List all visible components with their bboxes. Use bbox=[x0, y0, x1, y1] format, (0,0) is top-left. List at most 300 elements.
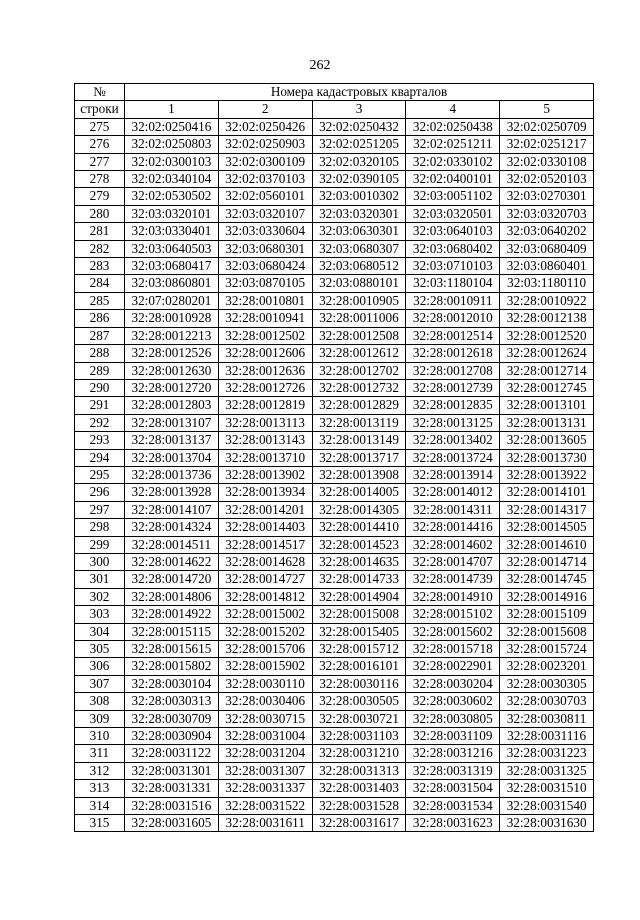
table-row bbox=[75, 815, 594, 832]
cadastral-number-cell: 32:03:0880101 bbox=[312, 275, 406, 292]
cadastral-number-cell: 32:28:0031611 bbox=[218, 815, 312, 832]
row-number: 310 bbox=[75, 728, 125, 745]
cadastral-number-cell: 32:03:0860401 bbox=[500, 258, 594, 275]
table-row bbox=[75, 414, 594, 431]
row-number: 275 bbox=[75, 118, 125, 135]
table-row bbox=[75, 136, 594, 153]
table-row bbox=[75, 536, 594, 553]
table-row bbox=[75, 223, 594, 240]
cadastral-number-cell: 32:28:0031210 bbox=[312, 745, 406, 762]
table-row bbox=[75, 484, 594, 501]
table-row bbox=[75, 728, 594, 745]
cadastral-number-cell: 32:28:0012520 bbox=[500, 327, 594, 344]
cadastral-number-cell: 32:28:0013107 bbox=[125, 414, 219, 431]
cadastral-number-cell: 32:28:0031630 bbox=[500, 815, 594, 832]
cadastral-number-cell: 32:28:0014602 bbox=[406, 536, 500, 553]
cadastral-number-cell: 32:02:0251205 bbox=[312, 136, 406, 153]
cadastral-number-cell: 32:28:0015109 bbox=[500, 606, 594, 623]
table-row bbox=[75, 762, 594, 779]
cadastral-number-cell: 32:03:0680512 bbox=[312, 258, 406, 275]
table-row bbox=[75, 240, 594, 257]
cadastral-number-cell: 32:28:0012612 bbox=[312, 345, 406, 362]
cadastral-number-cell: 32:28:0010941 bbox=[218, 310, 312, 327]
cadastral-number-cell: 32:28:0014305 bbox=[312, 501, 406, 518]
cadastral-number-cell: 32:02:0330102 bbox=[406, 153, 500, 170]
table-row bbox=[75, 553, 594, 570]
row-number: 301 bbox=[75, 571, 125, 588]
cadastral-number-cell: 32:28:0030703 bbox=[500, 693, 594, 710]
row-number: 294 bbox=[75, 449, 125, 466]
cadastral-number-cell: 32:03:0010302 bbox=[312, 188, 406, 205]
cadastral-number-cell: 32:28:0015615 bbox=[125, 641, 219, 658]
cadastral-number-cell: 32:28:0013730 bbox=[500, 449, 594, 466]
cadastral-number-cell: 32:28:0012514 bbox=[406, 327, 500, 344]
row-number: 292 bbox=[75, 414, 125, 431]
cadastral-number-cell: 32:02:0400101 bbox=[406, 171, 500, 188]
cadastral-number-cell: 32:28:0014904 bbox=[312, 588, 406, 605]
column-header-2: 2 bbox=[218, 101, 312, 118]
cadastral-number-cell: 32:28:0014727 bbox=[218, 571, 312, 588]
column-header-3: 3 bbox=[312, 101, 406, 118]
cadastral-number-cell: 32:28:0031109 bbox=[406, 728, 500, 745]
cadastral-number-cell: 32:28:0012714 bbox=[500, 362, 594, 379]
cadastral-number-cell: 32:28:0031204 bbox=[218, 745, 312, 762]
cadastral-number-cell: 32:28:0014628 bbox=[218, 553, 312, 570]
cadastral-number-cell: 32:28:0014505 bbox=[500, 519, 594, 536]
cadastral-number-cell: 32:28:0013402 bbox=[406, 432, 500, 449]
cadastral-number-cell: 32:28:0014707 bbox=[406, 553, 500, 570]
table-row bbox=[75, 362, 594, 379]
row-number: 286 bbox=[75, 310, 125, 327]
cadastral-number-cell: 32:03:0870105 bbox=[218, 275, 312, 292]
cadastral-number-cell: 32:28:0013724 bbox=[406, 449, 500, 466]
cadastral-number-cell: 32:28:0014745 bbox=[500, 571, 594, 588]
cadastral-number-cell: 32:03:0640202 bbox=[500, 223, 594, 240]
table-body bbox=[75, 118, 594, 832]
table-row bbox=[75, 797, 594, 814]
cadastral-number-cell: 32:02:0370103 bbox=[218, 171, 312, 188]
cadastral-number-cell: 32:28:0014720 bbox=[125, 571, 219, 588]
cadastral-number-cell: 32:28:0013101 bbox=[500, 397, 594, 414]
cadastral-number-cell: 32:28:0030305 bbox=[500, 675, 594, 692]
cadastral-number-cell: 32:28:0031004 bbox=[218, 728, 312, 745]
cadastral-number-cell: 32:28:0013934 bbox=[218, 484, 312, 501]
cadastral-number-cell: 32:03:0320101 bbox=[125, 205, 219, 222]
cadastral-number-cell: 32:28:0031516 bbox=[125, 797, 219, 814]
column-header-1: 1 bbox=[125, 101, 219, 118]
cadastral-number-cell: 32:02:0300103 bbox=[125, 153, 219, 170]
cadastral-number-cell: 32:28:0010928 bbox=[125, 310, 219, 327]
cadastral-number-cell: 32:28:0030721 bbox=[312, 710, 406, 727]
cadastral-number-cell: 32:28:0015202 bbox=[218, 623, 312, 640]
cadastral-number-cell: 32:28:0031116 bbox=[500, 728, 594, 745]
cadastral-number-cell: 32:28:0014101 bbox=[500, 484, 594, 501]
cadastral-number-cell: 32:28:0013605 bbox=[500, 432, 594, 449]
cadastral-number-cell: 32:28:0015724 bbox=[500, 641, 594, 658]
cadastral-number-cell: 32:28:0031319 bbox=[406, 762, 500, 779]
table-row bbox=[75, 292, 594, 309]
cadastral-number-cell: 32:28:0014511 bbox=[125, 536, 219, 553]
row-number: 289 bbox=[75, 362, 125, 379]
cadastral-number-cell: 32:28:0030602 bbox=[406, 693, 500, 710]
cadastral-number-cell: 32:28:0031534 bbox=[406, 797, 500, 814]
cadastral-number-cell: 32:28:0014739 bbox=[406, 571, 500, 588]
row-number: 307 bbox=[75, 675, 125, 692]
cadastral-number-cell: 32:02:0530502 bbox=[125, 188, 219, 205]
cadastral-number-cell: 32:02:0250903 bbox=[218, 136, 312, 153]
cadastral-number-cell: 32:28:0031617 bbox=[312, 815, 406, 832]
cadastral-number-cell: 32:28:0015706 bbox=[218, 641, 312, 658]
row-number: 281 bbox=[75, 223, 125, 240]
cadastral-number-cell: 32:28:0015002 bbox=[218, 606, 312, 623]
row-number: 306 bbox=[75, 658, 125, 675]
cadastral-number-cell: 32:28:0015902 bbox=[218, 658, 312, 675]
cadastral-number-cell: 32:28:0016101 bbox=[312, 658, 406, 675]
cadastral-number-cell: 32:28:0014922 bbox=[125, 606, 219, 623]
cadastral-number-cell: 32:28:0012526 bbox=[125, 345, 219, 362]
cadastral-number-cell: 32:28:0014005 bbox=[312, 484, 406, 501]
table-row bbox=[75, 658, 594, 675]
cadastral-number-cell: 32:28:0031337 bbox=[218, 780, 312, 797]
cadastral-number-cell: 32:03:0710103 bbox=[406, 258, 500, 275]
cadastral-number-cell: 32:28:0023201 bbox=[500, 658, 594, 675]
cadastral-number-cell: 32:02:0251211 bbox=[406, 136, 500, 153]
cadastral-number-cell: 32:28:0014812 bbox=[218, 588, 312, 605]
table-row bbox=[75, 780, 594, 797]
cadastral-number-cell: 32:03:0270301 bbox=[500, 188, 594, 205]
cadastral-number-cell: 32:03:0320107 bbox=[218, 205, 312, 222]
cadastral-number-cell: 32:28:0013149 bbox=[312, 432, 406, 449]
cadastral-number-cell: 32:28:0014916 bbox=[500, 588, 594, 605]
table-row bbox=[75, 397, 594, 414]
column-header-4: 4 bbox=[406, 101, 500, 118]
row-number: 287 bbox=[75, 327, 125, 344]
header-row-bottom bbox=[75, 101, 594, 118]
row-number: 282 bbox=[75, 240, 125, 257]
cadastral-number-cell: 32:28:0015712 bbox=[312, 641, 406, 658]
cadastral-number-cell: 32:03:0680424 bbox=[218, 258, 312, 275]
table-row bbox=[75, 310, 594, 327]
cadastral-number-cell: 32:28:0012720 bbox=[125, 379, 219, 396]
cadastral-number-cell: 32:03:1180104 bbox=[406, 275, 500, 292]
group-header: Номера кадастровых кварталов bbox=[125, 84, 594, 101]
cadastral-number-cell: 32:28:0012819 bbox=[218, 397, 312, 414]
cadastral-number-cell: 32:28:0013908 bbox=[312, 466, 406, 483]
row-number: 311 bbox=[75, 745, 125, 762]
cadastral-number-cell: 32:28:0014311 bbox=[406, 501, 500, 518]
cadastral-number-cell: 32:03:0051102 bbox=[406, 188, 500, 205]
cadastral-number-cell: 32:28:0022901 bbox=[406, 658, 500, 675]
cadastral-number-cell: 32:28:0014324 bbox=[125, 519, 219, 536]
cadastral-number-cell: 32:28:0030811 bbox=[500, 710, 594, 727]
table-row bbox=[75, 623, 594, 640]
table-row bbox=[75, 258, 594, 275]
cadastral-number-cell: 32:02:0250803 bbox=[125, 136, 219, 153]
cadastral-number-cell: 32:03:0320301 bbox=[312, 205, 406, 222]
cadastral-number-cell: 32:28:0013717 bbox=[312, 449, 406, 466]
cadastral-number-cell: 32:28:0013143 bbox=[218, 432, 312, 449]
cadastral-number-cell: 32:02:0251217 bbox=[500, 136, 594, 153]
cadastral-number-cell: 32:28:0012732 bbox=[312, 379, 406, 396]
cadastral-number-cell: 32:28:0014610 bbox=[500, 536, 594, 553]
row-number-header-top: № bbox=[75, 84, 125, 101]
row-number: 288 bbox=[75, 345, 125, 362]
cadastral-number-cell: 32:28:0014317 bbox=[500, 501, 594, 518]
cadastral-number-cell: 32:28:0012618 bbox=[406, 345, 500, 362]
table-row bbox=[75, 205, 594, 222]
row-number: 284 bbox=[75, 275, 125, 292]
row-number: 308 bbox=[75, 693, 125, 710]
cadastral-number-cell: 32:28:0012803 bbox=[125, 397, 219, 414]
cadastral-number-cell: 32:28:0031103 bbox=[312, 728, 406, 745]
cadastral-number-cell: 32:28:0030709 bbox=[125, 710, 219, 727]
row-number: 280 bbox=[75, 205, 125, 222]
cadastral-number-cell: 32:28:0014910 bbox=[406, 588, 500, 605]
row-number: 300 bbox=[75, 553, 125, 570]
cadastral-number-cell: 32:28:0031623 bbox=[406, 815, 500, 832]
row-number: 299 bbox=[75, 536, 125, 553]
table-row bbox=[75, 588, 594, 605]
cadastral-number-cell: 32:28:0013922 bbox=[500, 466, 594, 483]
row-number: 291 bbox=[75, 397, 125, 414]
cadastral-number-cell: 32:28:0030204 bbox=[406, 675, 500, 692]
cadastral-number-cell: 32:28:0010905 bbox=[312, 292, 406, 309]
table-row bbox=[75, 188, 594, 205]
cadastral-number-cell: 32:03:0640103 bbox=[406, 223, 500, 240]
cadastral-number-cell: 32:28:0013113 bbox=[218, 414, 312, 431]
cadastral-number-cell: 32:28:0012138 bbox=[500, 310, 594, 327]
table-row bbox=[75, 449, 594, 466]
cadastral-number-cell: 32:28:0015115 bbox=[125, 623, 219, 640]
cadastral-number-cell: 32:28:0012213 bbox=[125, 327, 219, 344]
cadastral-number-cell: 32:03:0680402 bbox=[406, 240, 500, 257]
row-number: 314 bbox=[75, 797, 125, 814]
cadastral-number-cell: 32:28:0031313 bbox=[312, 762, 406, 779]
cadastral-number-cell: 32:28:0030313 bbox=[125, 693, 219, 710]
cadastral-number-cell: 32:28:0014403 bbox=[218, 519, 312, 536]
cadastral-number-cell: 32:28:0031510 bbox=[500, 780, 594, 797]
cadastral-number-cell: 32:02:0250416 bbox=[125, 118, 219, 135]
table-row bbox=[75, 275, 594, 292]
cadastral-number-cell: 32:28:0030104 bbox=[125, 675, 219, 692]
cadastral-number-cell: 32:28:0010922 bbox=[500, 292, 594, 309]
cadastral-number-cell: 32:28:0015405 bbox=[312, 623, 406, 640]
cadastral-number-cell: 32:28:0030406 bbox=[218, 693, 312, 710]
cadastral-number-cell: 32:02:0520103 bbox=[500, 171, 594, 188]
column-header-5: 5 bbox=[500, 101, 594, 118]
cadastral-number-cell: 32:28:0030904 bbox=[125, 728, 219, 745]
cadastral-number-cell: 32:02:0250709 bbox=[500, 118, 594, 135]
row-number: 276 bbox=[75, 136, 125, 153]
cadastral-number-cell: 32:28:0030110 bbox=[218, 675, 312, 692]
row-number: 305 bbox=[75, 641, 125, 658]
cadastral-number-cell: 32:03:1180110 bbox=[500, 275, 594, 292]
cadastral-number-cell: 32:28:0013131 bbox=[500, 414, 594, 431]
cadastral-number-cell: 32:28:0014622 bbox=[125, 553, 219, 570]
cadastral-number-cell: 32:28:0014012 bbox=[406, 484, 500, 501]
cadastral-number-cell: 32:28:0012606 bbox=[218, 345, 312, 362]
cadastral-number-cell: 32:28:0010801 bbox=[218, 292, 312, 309]
cadastral-number-cell: 32:28:0012835 bbox=[406, 397, 500, 414]
cadastral-number-cell: 32:28:0012624 bbox=[500, 345, 594, 362]
row-number: 309 bbox=[75, 710, 125, 727]
cadastral-number-cell: 32:03:0640503 bbox=[125, 240, 219, 257]
table-row bbox=[75, 345, 594, 362]
cadastral-number-cell: 32:02:0250426 bbox=[218, 118, 312, 135]
cadastral-number-cell: 32:02:0320105 bbox=[312, 153, 406, 170]
cadastral-number-cell: 32:28:0014635 bbox=[312, 553, 406, 570]
cadastral-number-cell: 32:28:0031216 bbox=[406, 745, 500, 762]
table-row bbox=[75, 606, 594, 623]
row-number: 304 bbox=[75, 623, 125, 640]
cadastral-number-cell: 32:28:0014714 bbox=[500, 553, 594, 570]
cadastral-number-cell: 32:28:0014416 bbox=[406, 519, 500, 536]
cadastral-number-cell: 32:28:0014523 bbox=[312, 536, 406, 553]
cadastral-number-cell: 32:28:0012636 bbox=[218, 362, 312, 379]
cadastral-number-cell: 32:28:0014410 bbox=[312, 519, 406, 536]
cadastral-number-cell: 32:28:0012829 bbox=[312, 397, 406, 414]
cadastral-number-cell: 32:02:0250432 bbox=[312, 118, 406, 135]
cadastral-number-cell: 32:28:0014733 bbox=[312, 571, 406, 588]
cadastral-number-cell: 32:28:0015718 bbox=[406, 641, 500, 658]
cadastral-number-cell: 32:28:0031325 bbox=[500, 762, 594, 779]
cadastral-number-cell: 32:28:0014806 bbox=[125, 588, 219, 605]
cadastral-quarters-table bbox=[74, 83, 594, 832]
cadastral-number-cell: 32:28:0012708 bbox=[406, 362, 500, 379]
cadastral-number-cell: 32:28:0013736 bbox=[125, 466, 219, 483]
cadastral-number-cell: 32:28:0030805 bbox=[406, 710, 500, 727]
cadastral-number-cell: 32:03:0680417 bbox=[125, 258, 219, 275]
row-number: 278 bbox=[75, 171, 125, 188]
table-row bbox=[75, 675, 594, 692]
cadastral-number-cell: 32:02:0390105 bbox=[312, 171, 406, 188]
cadastral-number-cell: 32:03:0320501 bbox=[406, 205, 500, 222]
row-number: 295 bbox=[75, 466, 125, 483]
cadastral-number-cell: 32:28:0030715 bbox=[218, 710, 312, 727]
table-row bbox=[75, 379, 594, 396]
row-number: 302 bbox=[75, 588, 125, 605]
cadastral-number-cell: 32:28:0013119 bbox=[312, 414, 406, 431]
cadastral-number-cell: 32:28:0030116 bbox=[312, 675, 406, 692]
table-row bbox=[75, 466, 594, 483]
cadastral-number-cell: 32:28:0031522 bbox=[218, 797, 312, 814]
row-number: 296 bbox=[75, 484, 125, 501]
row-number: 297 bbox=[75, 501, 125, 518]
cadastral-number-cell: 32:03:0320703 bbox=[500, 205, 594, 222]
cadastral-number-cell: 32:03:0680301 bbox=[218, 240, 312, 257]
cadastral-number-cell: 32:28:0031605 bbox=[125, 815, 219, 832]
cadastral-number-cell: 32:02:0300109 bbox=[218, 153, 312, 170]
cadastral-number-cell: 32:03:0630301 bbox=[312, 223, 406, 240]
cadastral-number-cell: 32:28:0011006 bbox=[312, 310, 406, 327]
cadastral-number-cell: 32:28:0031122 bbox=[125, 745, 219, 762]
cadastral-number-cell: 32:28:0015102 bbox=[406, 606, 500, 623]
cadastral-number-cell: 32:28:0031504 bbox=[406, 780, 500, 797]
cadastral-number-cell: 32:28:0031301 bbox=[125, 762, 219, 779]
row-number: 279 bbox=[75, 188, 125, 205]
cadastral-number-cell: 32:28:0012702 bbox=[312, 362, 406, 379]
cadastral-number-cell: 32:28:0012745 bbox=[500, 379, 594, 396]
row-number: 312 bbox=[75, 762, 125, 779]
table-row bbox=[75, 432, 594, 449]
cadastral-number-cell: 32:07:0280201 bbox=[125, 292, 219, 309]
cadastral-number-cell: 32:28:0012630 bbox=[125, 362, 219, 379]
cadastral-number-cell: 32:28:0013125 bbox=[406, 414, 500, 431]
cadastral-number-cell: 32:28:0031528 bbox=[312, 797, 406, 814]
cadastral-number-cell: 32:03:0330604 bbox=[218, 223, 312, 240]
table-row bbox=[75, 501, 594, 518]
cadastral-number-cell: 32:28:0012739 bbox=[406, 379, 500, 396]
row-number: 277 bbox=[75, 153, 125, 170]
cadastral-number-cell: 32:28:0015008 bbox=[312, 606, 406, 623]
cadastral-number-cell: 32:28:0012502 bbox=[218, 327, 312, 344]
cadastral-number-cell: 32:28:0031223 bbox=[500, 745, 594, 762]
cadastral-number-cell: 32:28:0031403 bbox=[312, 780, 406, 797]
row-number: 313 bbox=[75, 780, 125, 797]
cadastral-number-cell: 32:02:0560101 bbox=[218, 188, 312, 205]
cadastral-number-cell: 32:28:0012508 bbox=[312, 327, 406, 344]
cadastral-number-cell: 32:28:0030505 bbox=[312, 693, 406, 710]
row-number: 285 bbox=[75, 292, 125, 309]
row-number: 283 bbox=[75, 258, 125, 275]
table-row bbox=[75, 153, 594, 170]
cadastral-number-cell: 32:28:0013928 bbox=[125, 484, 219, 501]
cadastral-number-cell: 32:28:0014107 bbox=[125, 501, 219, 518]
cadastral-number-cell: 32:28:0031540 bbox=[500, 797, 594, 814]
cadastral-number-cell: 32:03:0330401 bbox=[125, 223, 219, 240]
cadastral-number-cell: 32:28:0013704 bbox=[125, 449, 219, 466]
header-row-top bbox=[75, 84, 594, 101]
cadastral-number-cell: 32:28:0015602 bbox=[406, 623, 500, 640]
row-number: 303 bbox=[75, 606, 125, 623]
row-number-header-bottom: строки bbox=[75, 101, 125, 118]
table-row bbox=[75, 118, 594, 135]
table-row bbox=[75, 745, 594, 762]
cadastral-number-cell: 32:28:0012726 bbox=[218, 379, 312, 396]
cadastral-number-cell: 32:28:0012010 bbox=[406, 310, 500, 327]
cadastral-number-cell: 32:28:0031331 bbox=[125, 780, 219, 797]
cadastral-number-cell: 32:03:0860801 bbox=[125, 275, 219, 292]
table-row bbox=[75, 519, 594, 536]
cadastral-number-cell: 32:28:0013902 bbox=[218, 466, 312, 483]
cadastral-number-cell: 32:03:0680307 bbox=[312, 240, 406, 257]
row-number: 298 bbox=[75, 519, 125, 536]
row-number: 293 bbox=[75, 432, 125, 449]
cadastral-number-cell: 32:02:0340104 bbox=[125, 171, 219, 188]
table-row bbox=[75, 571, 594, 588]
cadastral-number-cell: 32:28:0010911 bbox=[406, 292, 500, 309]
row-number: 290 bbox=[75, 379, 125, 396]
cadastral-number-cell: 32:03:0680409 bbox=[500, 240, 594, 257]
cadastral-number-cell: 32:28:0015802 bbox=[125, 658, 219, 675]
cadastral-number-cell: 32:28:0014201 bbox=[218, 501, 312, 518]
page-number: 262 bbox=[309, 58, 331, 73]
cadastral-number-cell: 32:02:0330108 bbox=[500, 153, 594, 170]
cadastral-number-cell: 32:28:0015608 bbox=[500, 623, 594, 640]
table-row bbox=[75, 710, 594, 727]
table-row bbox=[75, 641, 594, 658]
cadastral-number-cell: 32:02:0250438 bbox=[406, 118, 500, 135]
table-row bbox=[75, 693, 594, 710]
cadastral-number-cell: 32:28:0031307 bbox=[218, 762, 312, 779]
cadastral-number-cell: 32:28:0014517 bbox=[218, 536, 312, 553]
row-number: 315 bbox=[75, 815, 125, 832]
cadastral-number-cell: 32:28:0013914 bbox=[406, 466, 500, 483]
table-row bbox=[75, 327, 594, 344]
cadastral-number-cell: 32:28:0013710 bbox=[218, 449, 312, 466]
cadastral-number-cell: 32:28:0013137 bbox=[125, 432, 219, 449]
table-row bbox=[75, 171, 594, 188]
